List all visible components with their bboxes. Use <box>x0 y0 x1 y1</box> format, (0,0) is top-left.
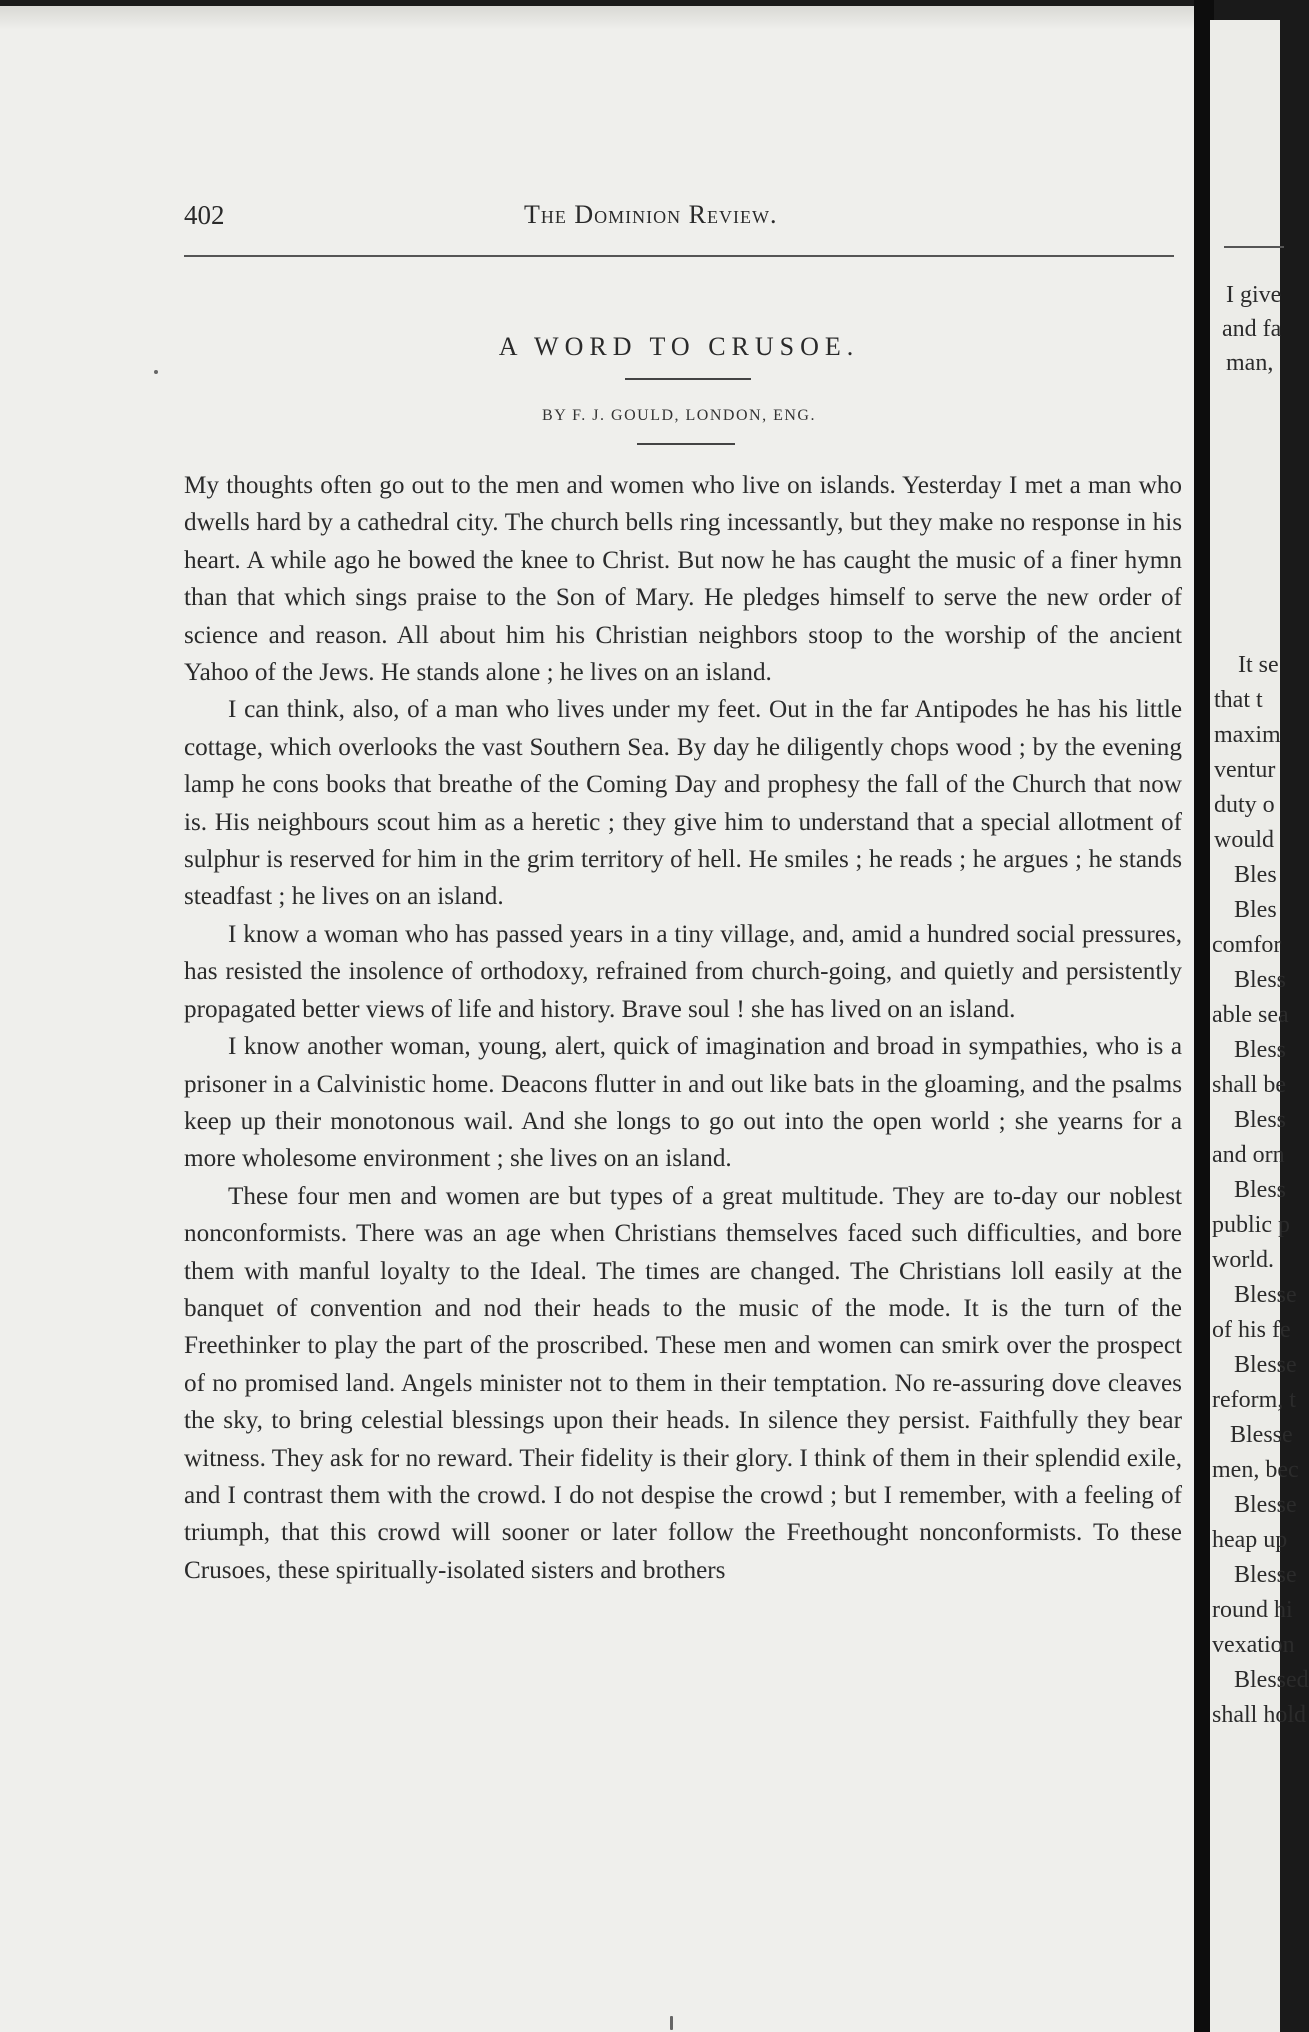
facing-line: Blesse <box>1234 1282 1297 1308</box>
facing-line: shall hold <box>1212 1702 1306 1728</box>
facing-line: heap up <box>1212 1527 1288 1553</box>
paragraph: I know another woman, young, alert, quick of imagination and broad in sympathies, who is a prisoner in a Calvinistic home. Deacons flutter in and out like bats in the gloaming, and the psalms keep up their monotonous wail. And she longs to go out into the open world ; she yearns for a more wholesome environment ; she lives on an island. <box>184 1033 1182 1173</box>
facing-line: I give <box>1226 282 1282 308</box>
page-number: 402 <box>184 200 225 230</box>
facing-line: Blesse <box>1230 1422 1293 1448</box>
facing-line: Blesse <box>1234 1352 1297 1378</box>
facing-line: reform, t <box>1212 1387 1296 1413</box>
facing-line: that t <box>1214 687 1263 713</box>
facing-line: Bless <box>1234 1177 1287 1203</box>
paragraph: My thoughts often go out to the men and women who live on islands. Yesterday I met a man who dwells hard by a cathedral city. The church bells ring incessantly, but they make no response in his heart. A while ago he bowed the knee to Christ. But now he has caught the music of a finer hymn than that which sings praise to the Son of Mary. He pledges himself to serve the new order of science and reason. All about him his Christian neighbors stoop to the worship of the ancient Yahoo of the Jews. He stands alone ; he lives on an island. <box>184 472 1182 687</box>
facing-line: of his fe <box>1212 1317 1291 1343</box>
facing-line: able sea <box>1212 1002 1289 1028</box>
facing-line: and orn <box>1212 1142 1285 1168</box>
page-top-shadow <box>0 6 1202 30</box>
title-rule <box>625 378 751 380</box>
facing-page <box>1210 20 1309 2032</box>
facing-line: men, bec <box>1212 1457 1299 1483</box>
facing-line: comfor <box>1212 932 1282 958</box>
facing-line: Bless <box>1234 1037 1287 1063</box>
facing-line: duty o <box>1214 792 1275 818</box>
paper-speck <box>670 2016 673 2030</box>
facing-line: Bless <box>1234 967 1287 993</box>
byline-rule <box>637 443 735 445</box>
paragraph: These four men and women are but types of a great multitude. They are to-day our noblest nonconformists. There was an age when Christians themselves faced such difficulties, and bore them with manful loyalty to the Ideal. The times are changed. The Christians loll easily at the banquet of convention and nod their heads to the music of the mode. It is the turn of the Freethinker to play the part of the proscribed. These men and women can smirk over the prospect of no promised land. Angels minister not to them in their temptation. No re-assuring dove cleaves the sky, to bring celestial blessings upon their heads. In silence they persist. Faithfully they bear witness. They ask for no reward. Their fidelity is their glory. I think of them in their splendid exile, and I contrast them with the crowd. I do not despise the crowd ; but I remember, with a feeling of triumph, that this crowd will sooner or later follow the Freethought nonconformists. To these Crusoes, these spiritually-isolated sisters and brothers <box>184 1182 1182 1584</box>
facing-line: Bles <box>1234 862 1277 888</box>
facing-line: Bles <box>1234 897 1277 923</box>
facing-line: and fa <box>1222 316 1282 342</box>
facing-line: public p <box>1212 1212 1290 1238</box>
facing-line: Blessed <box>1234 1667 1309 1693</box>
facing-line: round hi <box>1212 1597 1293 1623</box>
facing-line: shall be <box>1212 1072 1286 1098</box>
article-title: A WORD TO CRUSOE. <box>498 332 860 361</box>
header-rule <box>184 255 1174 257</box>
paragraph: I know a woman who has passed years in a tiny village, and, amid a hundred social pressures, has resisted the insolence of orthodoxy, refrained from church-going, and quietly and persistently propagated better views of life and history. Brave soul ! she has lived on an island. <box>184 920 1182 1023</box>
article-byline: BY F. J. GOULD, LONDON, ENG. <box>542 407 816 424</box>
facing-line: would <box>1214 827 1274 853</box>
facing-header-rule <box>1224 246 1284 248</box>
paragraph: I can think, also, of a man who lives under my feet. Out in the far Antipodes he has his little cottage, which overlooks the vast Southern Sea. By day he diligently chops wood ; by the evening lamp he cons books that breathe of the Coming Day and prophesy the fall of the Church that now is. His neighbours scout him as a heretic ; they give him to understand that a special allotment of sulphur is reserved for him in the grim territory of hell. He smiles ; he reads ; he argues ; he stands steadfast ; he lives on an island. <box>184 696 1182 911</box>
running-title: The Dominion Review. <box>524 200 778 229</box>
article-body <box>184 467 1182 1589</box>
facing-line: man, <box>1226 350 1274 376</box>
facing-line: world. <box>1212 1247 1274 1273</box>
facing-line: Bless <box>1234 1107 1287 1133</box>
facing-line: ventur <box>1214 757 1276 783</box>
paper-speck <box>154 370 158 374</box>
page-header <box>184 200 1174 240</box>
facing-line: maxim <box>1214 722 1281 748</box>
facing-line: Blesse <box>1234 1492 1297 1518</box>
facing-line: It se <box>1238 652 1279 678</box>
facing-line: vexation <box>1212 1632 1295 1658</box>
facing-line: Blesse <box>1234 1562 1297 1588</box>
